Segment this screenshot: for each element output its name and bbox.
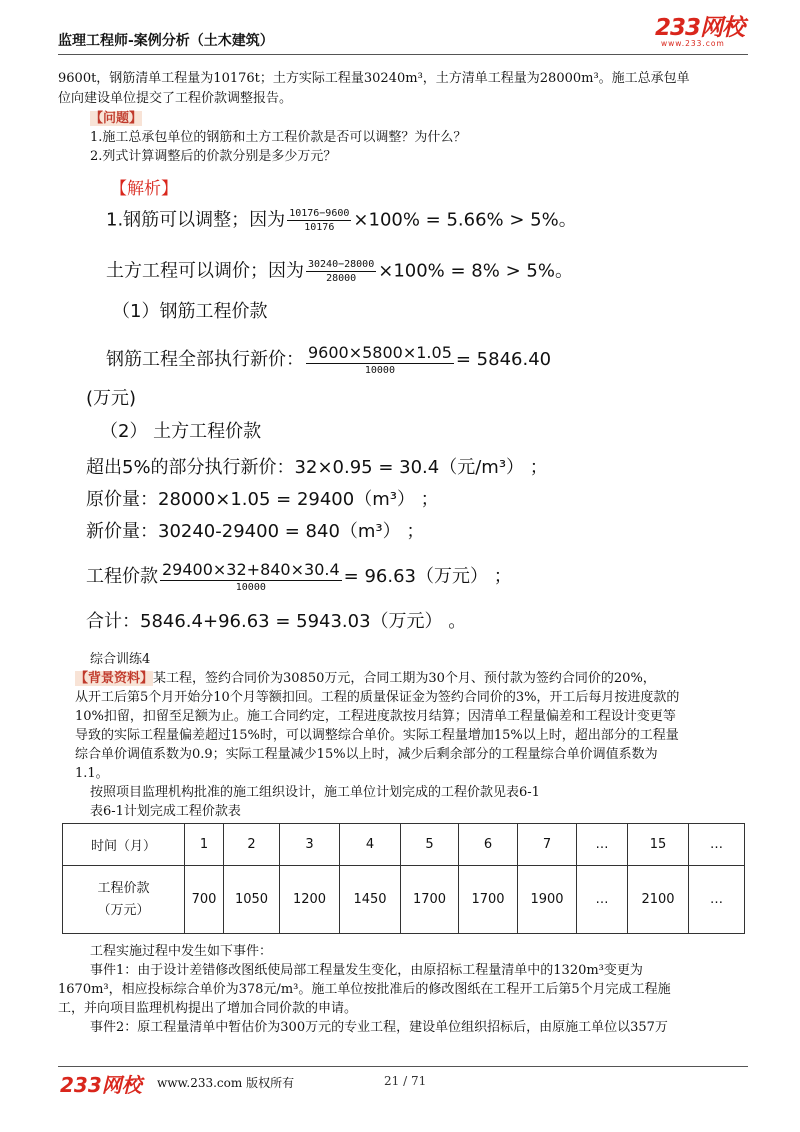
table-value-cell: 1700 xyxy=(459,866,518,934)
exercise-para-1-line-1 xyxy=(75,670,656,688)
table-value-cell: 700 xyxy=(185,866,224,934)
table-month-cell: … xyxy=(689,824,745,866)
event-1-line-3: 工，并向项目监理机构提出了增加合同价款的申请。 xyxy=(58,1001,358,1016)
table-row xyxy=(63,824,745,866)
question-1: 1.施工总承包单位的钢筋和土方工程价款是否可以调整？为什么？ xyxy=(90,130,467,145)
exercise-para-1-line-6: 1.1。 xyxy=(75,766,109,781)
question-tag xyxy=(90,110,142,128)
table-value-cell: … xyxy=(689,866,745,934)
fraction-denominator: 10176 xyxy=(304,222,335,233)
page-number: 21 / 71 xyxy=(384,1074,427,1088)
table-month-cell: 4 xyxy=(340,824,401,866)
exercise-title: 综合训练4 xyxy=(90,652,151,667)
document-title: 监理工程师-案例分析（土木建筑） xyxy=(58,33,274,49)
analysis-line-1-prefix: 1.钢筋可以调整；因为 xyxy=(106,209,286,231)
event-2-line-1: 事件2：原工程量清单中暂估价为300万元的专业工程，建设单位组织招标后，由原施工单位以357万 xyxy=(90,1020,668,1035)
table-month-cell: 15 xyxy=(628,824,689,866)
brand-logo-text: 233网校 xyxy=(655,15,745,41)
exercise-para-1-line-3: 10%扣留，扣留至足额为止。施工合同约定，工程进度款按月结算；因清单工程量偏差和工程设计变更等 xyxy=(75,709,676,724)
table-value-cell: 1050 xyxy=(224,866,280,934)
table-value-cell: 2100 xyxy=(628,866,689,934)
fraction-rebar-price xyxy=(306,343,454,377)
analysis-line-6: 新价量：30240-29400 = 840（m³） ； xyxy=(86,521,425,542)
analysis-line-3 xyxy=(106,343,551,377)
table-row-label-line-1: 工程价款 xyxy=(97,880,150,896)
planned-payment-table xyxy=(62,823,745,934)
table-value-cell: 1900 xyxy=(518,866,577,934)
table-month-cell: 3 xyxy=(280,824,340,866)
fraction-numerator: 9600×5800×1.05 xyxy=(308,343,452,362)
analysis-line-2 xyxy=(106,258,573,285)
analysis-line-2-prefix: 土方工程可以调价；因为 xyxy=(106,260,304,282)
footer-divider xyxy=(58,1066,748,1067)
table-row xyxy=(63,866,745,934)
table-value-cell: 1200 xyxy=(280,866,340,934)
analysis-line-1 xyxy=(106,207,577,234)
table-month-cell: 5 xyxy=(401,824,459,866)
subheading-rebar: （1）钢筋工程价款 xyxy=(112,301,268,322)
table-value-cell: 1450 xyxy=(340,866,401,934)
exercise-para-1-line-2: 从开工后第5个月开始分10个月等额扣回。工程的质量保证金为签约合同价的3%，开工后每月按进度款的 xyxy=(75,690,680,705)
exercise-para-1-first: 某工程，签约合同价为30850万元，合同工期为30个月、预付款为签约合同价的20%， xyxy=(153,671,656,686)
fraction-earth-price xyxy=(160,560,342,594)
event-1-line-1: 事件1：由于设计差错修改图纸使局部工程量发生变化，由原招标工程量清单中的1320m³变更为 xyxy=(90,963,643,978)
analysis-line-4: 超出5%的部分执行新价：32×0.95 = 30.4（元/m³） ； xyxy=(86,457,548,478)
brand-logo-url: www.233.com xyxy=(661,39,725,48)
table-month-cell: 6 xyxy=(459,824,518,866)
fraction-numerator: 29400×32+840×30.4 xyxy=(162,560,340,579)
analysis-line-3-prefix: 钢筋工程全部执行新价： xyxy=(106,349,304,370)
fraction-rebar-change xyxy=(287,207,351,234)
analysis-line-5: 原价量：28000×1.05 = 29400（m³） ； xyxy=(86,489,439,510)
exercise-para-2: 按照项目监理机构批准的施工组织设计，施工单位计划完成的工程价款见表6-1 xyxy=(90,785,540,800)
footer-logo[interactable]: 233网校 xyxy=(60,1073,142,1097)
table-row-label-line-2: （万元） xyxy=(97,902,150,918)
table-row-label xyxy=(63,866,185,934)
fraction-denominator: 10000 xyxy=(235,582,266,593)
event-1-line-2: 1670m³，相应投标综合单价为378元/m³。施工单位按批准后的修改图纸在工程开工后第5个月完成工程施 xyxy=(58,982,671,997)
table-month-cell: … xyxy=(577,824,628,866)
intro-line-1: 9600t，钢筋清单工程量为10176t；土方实际工程量30240m³，土方清单工程量为28000m³。施工总承包单 xyxy=(58,71,690,86)
fraction-numerator: 10176−9600 xyxy=(289,208,350,219)
analysis-line-8: 合计：5846.4+96.63 = 5943.03（万元） 。 xyxy=(86,611,467,632)
brand-logo[interactable] xyxy=(655,16,744,48)
table-value-cell: 1700 xyxy=(401,866,459,934)
question-tag-label: 【问题】 xyxy=(90,111,143,126)
analysis-line-7-prefix: 工程价款 xyxy=(86,566,158,587)
question-2: 2.列式计算调整后的价款分别是多少万元？ xyxy=(90,149,337,164)
analysis-line-2-suffix: ×100% = 8% > 5%。 xyxy=(378,260,573,282)
table-header-cell: 时间（月） xyxy=(63,824,185,866)
exercise-para-1-line-4: 导致的实际工程量偏差超过15%时，可以调整综合单价。实际工程量增加15%以上时，超出部分的工程量 xyxy=(75,728,679,743)
analysis-line-7-suffix: = 96.63（万元） ； xyxy=(343,566,512,587)
analysis-line-3-unit: (万元) xyxy=(86,388,137,409)
fraction-denominator: 28000 xyxy=(326,273,357,284)
background-tag: 【背景资料】 xyxy=(75,671,154,686)
analysis-tag: 【解析】 xyxy=(110,179,178,199)
table-month-cell: 7 xyxy=(518,824,577,866)
table-caption: 表6-1计划完成工程价款表 xyxy=(90,804,241,819)
table-month-cell: 2 xyxy=(224,824,280,866)
analysis-line-3-suffix: = 5846.40 xyxy=(455,349,552,370)
exercise-para-1-line-5: 综合单价调值系数为0.9；实际工程量减少15%以上时，减少后剩余部分的工程量综合单价调值系数为 xyxy=(75,747,658,762)
table-month-cell: 1 xyxy=(185,824,224,866)
fraction-denominator: 10000 xyxy=(364,365,395,376)
fraction-earth-change xyxy=(306,258,376,285)
table-value-cell: … xyxy=(577,866,628,934)
subheading-earthwork: （2） 土方工程价款 xyxy=(100,421,262,442)
analysis-line-1-suffix: ×100% = 5.66% > 5%。 xyxy=(353,209,577,231)
events-intro: 工程实施过程中发生如下事件： xyxy=(90,944,273,959)
header-divider xyxy=(58,54,748,55)
intro-line-2: 位向建设单位提交了工程价款调整报告。 xyxy=(58,91,293,106)
fraction-numerator: 30240−28000 xyxy=(308,259,375,270)
footer-copyright: www.233.com 版权所有 xyxy=(157,1076,295,1090)
analysis-line-7 xyxy=(86,560,512,594)
